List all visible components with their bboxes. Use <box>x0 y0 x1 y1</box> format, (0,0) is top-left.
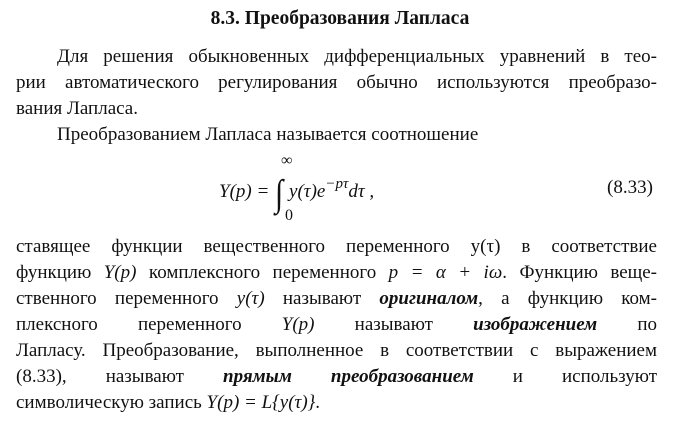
text-span: и <box>512 366 523 387</box>
body-line-7 <box>16 390 657 416</box>
text-span: используют <box>562 366 658 387</box>
text-span: называют <box>354 314 433 335</box>
body-line-3 <box>16 286 657 312</box>
text-span: переменного <box>137 314 242 335</box>
formula-differential: dτ , <box>348 181 375 202</box>
laplace-formula <box>0 152 680 232</box>
text-span: комплексного переменного <box>148 262 377 283</box>
section-number: 8.3. <box>210 8 240 29</box>
math-Yp: Y(p) <box>281 314 315 335</box>
text-span: называют <box>282 288 362 309</box>
text-span: . Функцию веще- <box>502 262 658 283</box>
text-span: плексного <box>16 314 98 335</box>
term-transform: преобразованием <box>330 366 474 387</box>
math-notation: Y(p) = L{y(τ)} <box>206 392 316 413</box>
formula-lhs: Y(p) = <box>219 181 270 202</box>
intro-line-3: вания Лапласа. <box>16 98 138 119</box>
body-line-6 <box>16 364 657 390</box>
text-span: функцию <box>16 262 92 283</box>
math-y-tau: y(τ) <box>236 288 265 309</box>
text-span: , а функцию ком- <box>478 288 657 309</box>
formula-integrand: y(τ)e <box>289 181 326 202</box>
text-span: (8.33), <box>16 366 67 387</box>
term-original: оригиналом <box>379 288 479 309</box>
section-heading <box>0 8 680 30</box>
equation-number: (8.33) <box>607 177 653 198</box>
math-Yp: Y(p) <box>103 262 137 283</box>
definition-lead: Преобразованием Лапласа называется соотношение <box>57 124 479 145</box>
body-line-4 <box>16 312 657 338</box>
integral-upper-limit: ∞ <box>281 152 293 169</box>
formula-expression <box>219 172 375 214</box>
body-line-1: ставящее функции вещественного переменного y(τ) в соответствие <box>16 236 657 257</box>
text-span: . <box>315 392 320 413</box>
intro-line-1: Для решения обыкновенных дифференциальных уравнений в тео- <box>57 46 657 67</box>
text-span: по <box>637 314 658 335</box>
math-p-definition: p = α + iω <box>388 262 503 283</box>
formula-exponent: −pτ <box>325 176 349 192</box>
intro-line-2: рии автоматического регулирования обычно используются преобразо- <box>16 72 657 93</box>
term-image: изображением <box>473 314 598 335</box>
term-direct: прямым <box>223 366 292 387</box>
text-span: символическую запись <box>16 392 202 413</box>
body-line-5: Лапласу. Преобразование, выполненное в соответствии с выражением <box>16 340 657 361</box>
body-line-2 <box>16 260 657 286</box>
text-span: ственного переменного <box>16 288 219 309</box>
text-span: называют <box>105 366 184 387</box>
section-title: Преобразования Лапласа <box>244 8 470 29</box>
integral-sign: ∫ <box>275 172 284 214</box>
integral-lower-limit: 0 <box>285 207 293 224</box>
